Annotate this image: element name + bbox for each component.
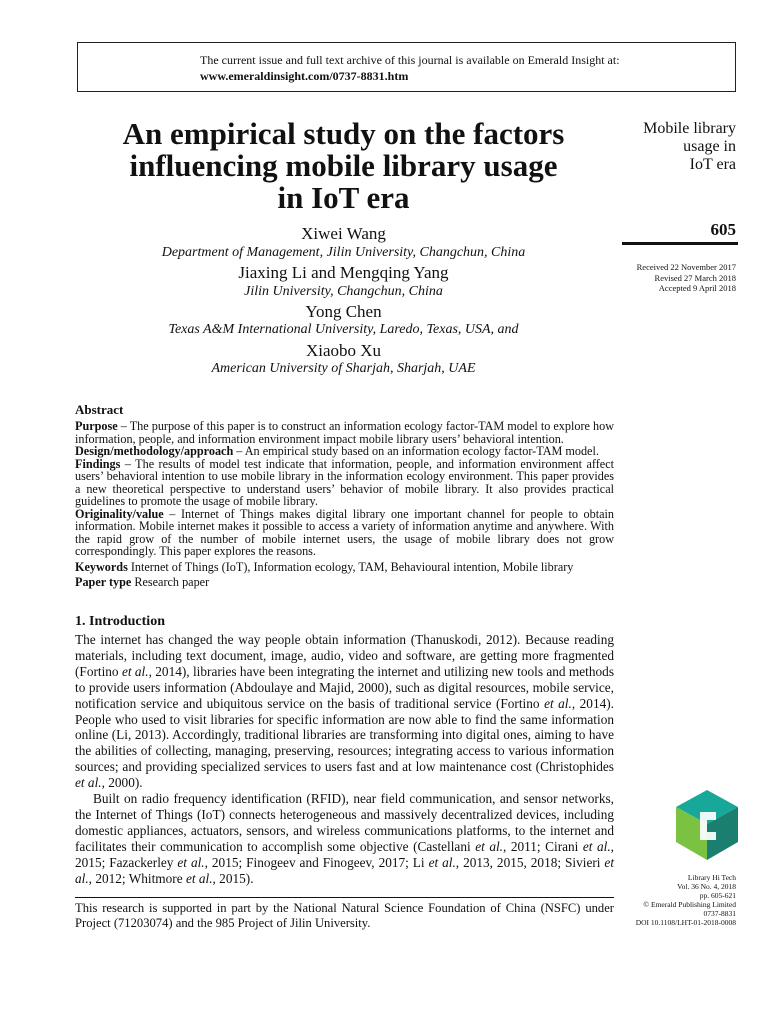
received-date: Received 22 November 2017 <box>636 262 736 272</box>
text-run: , 2014). People who used to visit libraries for specific information are now able to find the same information online (Li, 2013). Accordingly, traditional libraries are transforming into digital ones, aiming to have the abilities of collecting, managing, preserving, resources; integrating access to various information sources; and providing specialized services to users fast and at low maintenance cost (Christophides <box>75 695 614 775</box>
text-run: , 2015). <box>212 870 254 886</box>
originality-text: – Internet of Things makes digital library one important channel for people to obtain information. Mobile internet makes it possible to access a variety of information anytime and anywhere. With the rapid grow of the number of mobile internet users, the usage of mobile library does not grow correspondingly. This paper explores the reasons. <box>75 506 614 558</box>
author-affiliation: Texas A&M International University, Laredo, Texas, USA, and <box>168 322 519 337</box>
purpose-text: – The purpose of this paper is to construct an information ecology factor-TAM model to explore how information, people, and information environment impact mobile library users’ behavioral intention. <box>75 419 614 446</box>
title-line: in IoT era <box>277 180 410 215</box>
purpose-label: Purpose <box>75 419 118 433</box>
banner-url[interactable]: www.emeraldinsight.com/0737-8831.htm <box>200 69 409 83</box>
text-run: , 2013, 2015, 2018; Sivieri <box>455 854 605 870</box>
revised-date: Revised 27 March 2018 <box>654 272 736 283</box>
design-label: Design/methodology/approach <box>75 444 234 458</box>
findings-label: Findings <box>75 456 121 471</box>
author-affiliation: Department of Management, Jilin University, Changchun, China <box>161 245 526 260</box>
et-al: et al. <box>582 838 611 854</box>
funding-footnote: This research is supported in part by the National Natural Science Foundation of China (NSFC) under Project (71203074) and the 985 Project of Jilin University. <box>75 901 614 930</box>
paragraph <box>75 632 614 791</box>
page-number: 605 <box>710 220 736 239</box>
margin-rule <box>622 242 738 245</box>
journal-volume: Vol. 36 No. 4, 2018 <box>677 882 736 891</box>
text-run: , 2000). <box>101 775 143 791</box>
abstract-originality <box>75 508 614 558</box>
et-al: et al. <box>121 663 149 679</box>
journal-access-banner <box>77 42 736 92</box>
design-text: – An empirical study based on an information ecology factor-TAM model. <box>233 444 599 458</box>
paper-type-text: Research paper <box>131 575 210 589</box>
article-title <box>76 118 611 214</box>
running-head-line: Mobile library <box>643 120 736 137</box>
abstract-heading: Abstract <box>75 402 124 417</box>
text-run: , 2014), libraries have been integrating the internet and utilizing new tools and methods to provide users information (Abdoulaye and Majid, 2000), such as digital resources, mobile service, notification service and ubiquitous service on the basis of traditional service (Fortino <box>75 663 614 711</box>
accepted-date: Accepted 9 April 2018 <box>658 283 736 293</box>
abstract-keywords <box>75 561 614 574</box>
abstract-body <box>75 420 614 589</box>
author-name: Xiwei Wang <box>301 224 386 243</box>
et-al: et al. <box>75 775 102 791</box>
author-name: Xiaobo Xu <box>305 341 382 360</box>
footnote-rule <box>75 897 614 898</box>
text-run: Built on radio frequency identification (RFID), near field communication, and sensor networks, the Internet of Things (IoT) connects heterogeneous and massively decentralized devices, including domestic appliances, actuators, sensors, and wireless communications platforms, to the internet and facilitates their communication to accomplish some objective (Castellani <box>75 791 614 854</box>
section-heading: 1. Introduction <box>75 614 165 629</box>
author-name: Jiaxing Li and Mengqing Yang <box>238 263 449 282</box>
paragraph <box>75 791 614 886</box>
author-name: Yong Chen <box>305 302 382 321</box>
journal-issn: 0737-8831 <box>703 909 736 918</box>
text-run: , 2015; Fazackerley <box>75 838 614 870</box>
keywords-label: Keywords <box>75 559 128 574</box>
paper-type-label: Paper type <box>75 575 132 589</box>
abstract-purpose <box>75 420 614 445</box>
journal-name: Library Hi Tech <box>687 873 736 882</box>
author-affiliation: Jilin University, Changchun, China <box>244 284 443 299</box>
journal-copyright: © Emerald Publishing Limited <box>643 900 736 909</box>
abstract-paper-type <box>75 576 614 589</box>
author-affiliation: American University of Sharjah, Sharjah, UAE <box>211 361 476 376</box>
et-al: et al. <box>428 854 456 870</box>
banner-text: The current issue and full text archive of this journal is available on Emerald Insight at: <box>200 53 620 67</box>
journal-pages: pp. 605-621 <box>699 891 736 900</box>
text-run: The internet has changed the way people obtain information (Thanuskodi, 2012). Because reading materials, including text document, image, audio, video and software, are getting more fragmented (Fortino <box>75 632 614 679</box>
text-run: , 2011; Cirani <box>502 838 583 854</box>
running-head-line: usage in <box>683 138 736 155</box>
title-line: influencing mobile library usage <box>129 148 558 183</box>
findings-text: – The results of model test indicate that information, people, and information environment affect users’ behavioral intention to use mobile library in the information ecology environment. This paper provides a new theoretical perspective to understand users’ behavior of mobile library. It also provides practical guidelines to promote the usage of mobile library. <box>75 456 614 508</box>
journal-info <box>636 873 736 927</box>
running-head-line: IoT era <box>689 156 736 173</box>
et-al: et al. <box>475 838 503 854</box>
et-al: et al. <box>177 854 205 870</box>
introduction-body <box>75 632 614 887</box>
journal-doi[interactable]: DOI 10.1108/LHT-01-2018-0008 <box>635 918 736 927</box>
originality-label: Originality/value <box>75 506 164 521</box>
et-al: et al. <box>75 854 615 886</box>
et-al: et al. <box>544 695 572 711</box>
title-line: An empirical study on the factors <box>122 116 565 151</box>
article-dates <box>637 262 736 294</box>
abstract-findings <box>75 458 614 508</box>
text-run: , 2012; Whitmore <box>88 870 186 886</box>
keywords-text: Internet of Things (IoT), Information ecology, TAM, Behavioural intention, Mobile library <box>127 559 574 574</box>
text-run: , 2015; Finogeev and Finogeev, 2017; Li <box>204 854 429 870</box>
running-head <box>586 120 736 174</box>
emerald-logo-icon <box>676 790 738 860</box>
et-al: et al. <box>185 870 213 886</box>
